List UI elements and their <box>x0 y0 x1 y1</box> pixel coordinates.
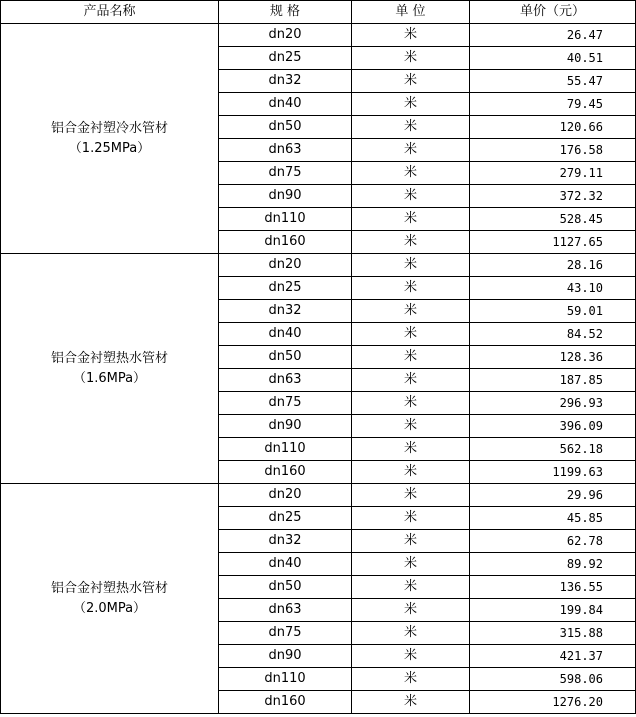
price-cell: 176.58 <box>470 139 636 162</box>
unit-cell: 米 <box>352 691 470 714</box>
spec-cell: dn63 <box>219 599 352 622</box>
spec-cell: dn160 <box>219 691 352 714</box>
price-cell: 136.55 <box>470 576 636 599</box>
spec-cell: dn20 <box>219 254 352 277</box>
header-product-name: 产品名称 <box>1 1 219 24</box>
unit-cell: 米 <box>352 438 470 461</box>
spec-cell: dn32 <box>219 300 352 323</box>
spec-cell: dn160 <box>219 231 352 254</box>
price-cell: 199.84 <box>470 599 636 622</box>
spec-cell: dn110 <box>219 208 352 231</box>
spec-cell: dn160 <box>219 461 352 484</box>
spec-cell: dn25 <box>219 277 352 300</box>
header-spec: 规 格 <box>219 1 352 24</box>
unit-cell: 米 <box>352 254 470 277</box>
price-cell: 84.52 <box>470 323 636 346</box>
price-cell: 279.11 <box>470 162 636 185</box>
spec-cell: dn90 <box>219 415 352 438</box>
spec-cell: dn75 <box>219 622 352 645</box>
spec-cell: dn25 <box>219 507 352 530</box>
price-cell: 562.18 <box>470 438 636 461</box>
price-cell: 296.93 <box>470 392 636 415</box>
price-cell: 1127.65 <box>470 231 636 254</box>
price-cell: 89.92 <box>470 553 636 576</box>
unit-cell: 米 <box>352 323 470 346</box>
spec-cell: dn50 <box>219 116 352 139</box>
unit-cell: 米 <box>352 576 470 599</box>
table-row <box>1 484 636 507</box>
price-cell: 1276.20 <box>470 691 636 714</box>
price-cell: 528.45 <box>470 208 636 231</box>
spec-cell: dn40 <box>219 323 352 346</box>
spec-cell: dn40 <box>219 93 352 116</box>
unit-cell: 米 <box>352 139 470 162</box>
unit-cell: 米 <box>352 208 470 231</box>
unit-cell: 米 <box>352 392 470 415</box>
unit-cell: 米 <box>352 507 470 530</box>
unit-cell: 米 <box>352 300 470 323</box>
table-row <box>1 254 636 277</box>
price-cell: 59.01 <box>470 300 636 323</box>
spec-cell: dn63 <box>219 369 352 392</box>
price-cell: 315.88 <box>470 622 636 645</box>
spec-cell: dn75 <box>219 392 352 415</box>
spec-cell: dn20 <box>219 24 352 47</box>
unit-cell: 米 <box>352 369 470 392</box>
unit-cell: 米 <box>352 47 470 70</box>
unit-cell: 米 <box>352 346 470 369</box>
price-cell: 79.45 <box>470 93 636 116</box>
unit-cell: 米 <box>352 668 470 691</box>
unit-cell: 米 <box>352 231 470 254</box>
spec-cell: dn50 <box>219 576 352 599</box>
price-cell: 128.36 <box>470 346 636 369</box>
price-cell: 26.47 <box>470 24 636 47</box>
price-cell: 40.51 <box>470 47 636 70</box>
unit-cell: 米 <box>352 622 470 645</box>
unit-cell: 米 <box>352 277 470 300</box>
product-name: 铝合金衬塑冷水管材 <box>50 120 168 136</box>
spec-cell: dn20 <box>219 484 352 507</box>
price-cell: 1199.63 <box>470 461 636 484</box>
price-cell: 396.09 <box>470 415 636 438</box>
unit-cell: 米 <box>352 24 470 47</box>
header-price: 单价（元） <box>470 1 636 24</box>
unit-cell: 米 <box>352 70 470 93</box>
spec-cell: dn63 <box>219 139 352 162</box>
price-cell: 187.85 <box>470 369 636 392</box>
product-pressure: （2.0MPa） <box>72 600 147 616</box>
unit-cell: 米 <box>352 553 470 576</box>
unit-cell: 米 <box>352 645 470 668</box>
unit-cell: 米 <box>352 162 470 185</box>
product-group-cell <box>1 484 219 714</box>
table-body <box>1 24 636 714</box>
unit-cell: 米 <box>352 530 470 553</box>
product-name: 铝合金衬塑热水管材 <box>50 350 168 366</box>
price-cell: 372.32 <box>470 185 636 208</box>
spec-cell: dn75 <box>219 162 352 185</box>
price-cell: 55.47 <box>470 70 636 93</box>
spec-cell: dn32 <box>219 70 352 93</box>
price-cell: 29.96 <box>470 484 636 507</box>
product-group-cell <box>1 254 219 484</box>
price-cell: 62.78 <box>470 530 636 553</box>
spec-cell: dn40 <box>219 553 352 576</box>
header-unit: 单 位 <box>352 1 470 24</box>
spec-cell: dn32 <box>219 530 352 553</box>
spec-cell: dn50 <box>219 346 352 369</box>
price-cell: 45.85 <box>470 507 636 530</box>
spec-cell: dn110 <box>219 438 352 461</box>
price-cell: 43.10 <box>470 277 636 300</box>
unit-cell: 米 <box>352 484 470 507</box>
price-cell: 28.16 <box>470 254 636 277</box>
unit-cell: 米 <box>352 185 470 208</box>
product-pressure: （1.6MPa） <box>72 370 147 386</box>
unit-cell: 米 <box>352 415 470 438</box>
unit-cell: 米 <box>352 93 470 116</box>
spec-cell: dn90 <box>219 645 352 668</box>
price-cell: 421.37 <box>470 645 636 668</box>
spec-cell: dn90 <box>219 185 352 208</box>
product-group-cell <box>1 24 219 254</box>
header-row <box>1 1 636 24</box>
unit-cell: 米 <box>352 599 470 622</box>
spec-cell: dn110 <box>219 668 352 691</box>
price-cell: 120.66 <box>470 116 636 139</box>
product-name: 铝合金衬塑热水管材 <box>50 580 168 596</box>
product-pressure: （1.25MPa） <box>68 140 151 156</box>
price-cell: 598.06 <box>470 668 636 691</box>
table-row <box>1 24 636 47</box>
unit-cell: 米 <box>352 461 470 484</box>
unit-cell: 米 <box>352 116 470 139</box>
spec-cell: dn25 <box>219 47 352 70</box>
